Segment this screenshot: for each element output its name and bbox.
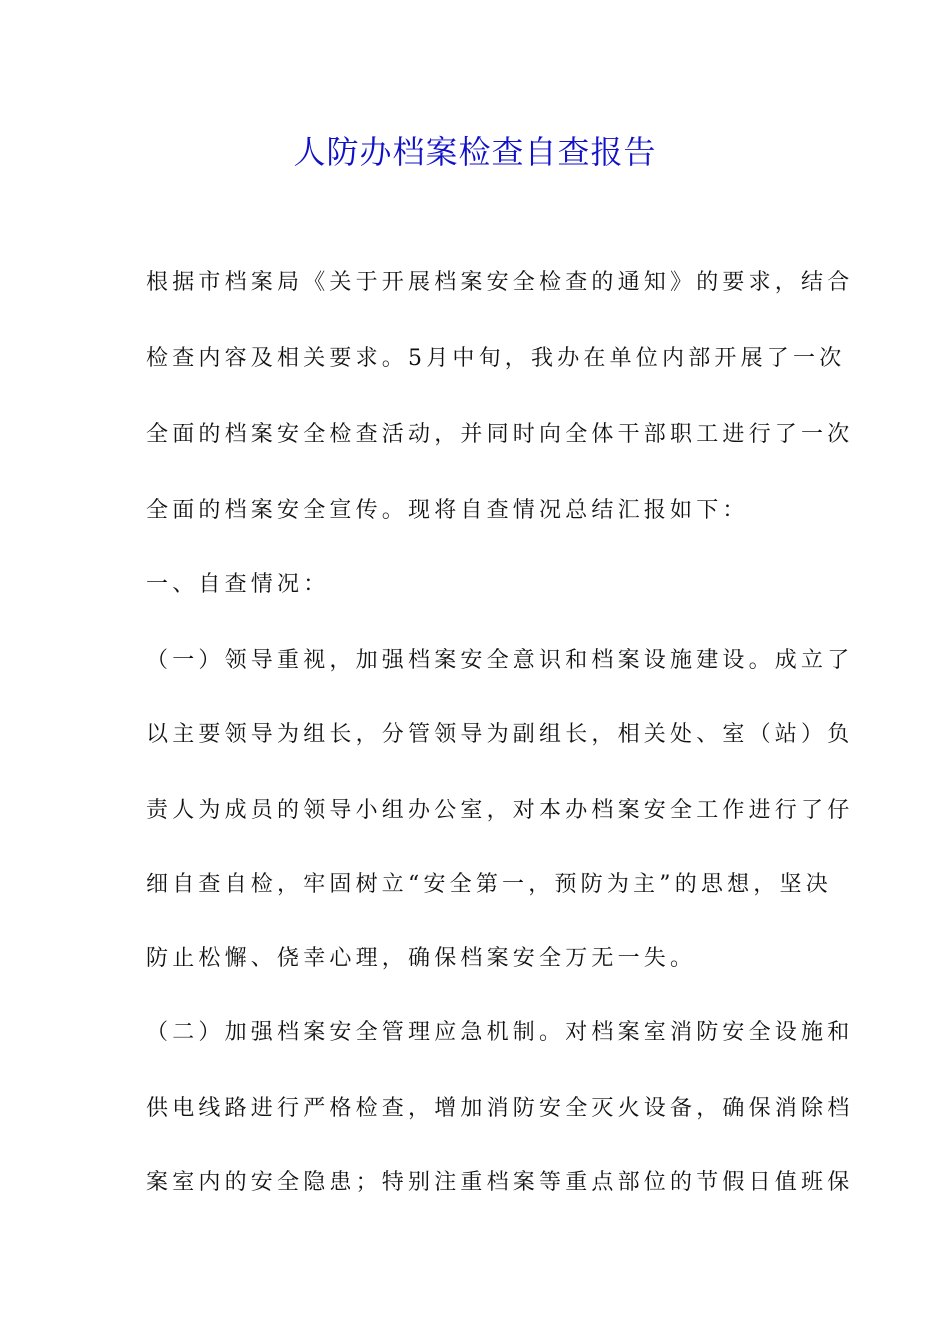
body-line-11: （二）加强档案安全管理应急机制。对档案室消防安全设施和 xyxy=(146,1020,854,1045)
body-line-10: 防止松懈、侥幸心理，确保档案安全万无一失。 xyxy=(146,946,697,971)
document-title: 人防办档案检查自查报告 xyxy=(293,133,657,171)
section-heading-self-check: 一、自查情况： xyxy=(146,572,330,597)
body-line-6: （一）领导重视，加强档案安全意识和档案设施建设。成立了 xyxy=(146,648,854,673)
body-line-8: 责人为成员的领导小组办公室，对本办档案安全工作进行了仔 xyxy=(146,798,854,823)
body-line-2: 检查内容及相关要求。5月中旬，我办在单位内部开展了一次 xyxy=(146,346,846,371)
body-line-7: 以主要领导为组长，分管领导为副组长，相关处、室（站）负 xyxy=(146,722,854,747)
body-line-13: 案室内的安全隐患；特别注重档案等重点部位的节假日值班保 xyxy=(146,1170,854,1195)
body-line-3: 全面的档案安全检查活动，并同时向全体干部职工进行了一次 xyxy=(146,422,854,447)
body-line-12: 供电线路进行严格检查，增加消防安全灭火设备，确保消除档 xyxy=(146,1096,854,1121)
body-line-4: 全面的档案安全宣传。现将自查情况总结汇报如下： xyxy=(146,498,749,523)
body-line-1: 根据市档案局《关于开展档案安全检查的通知》的要求，结合 xyxy=(146,270,854,295)
body-line-9: 细自查自检，牢固树立“安全第一，预防为主”的思想，坚决 xyxy=(146,872,832,897)
